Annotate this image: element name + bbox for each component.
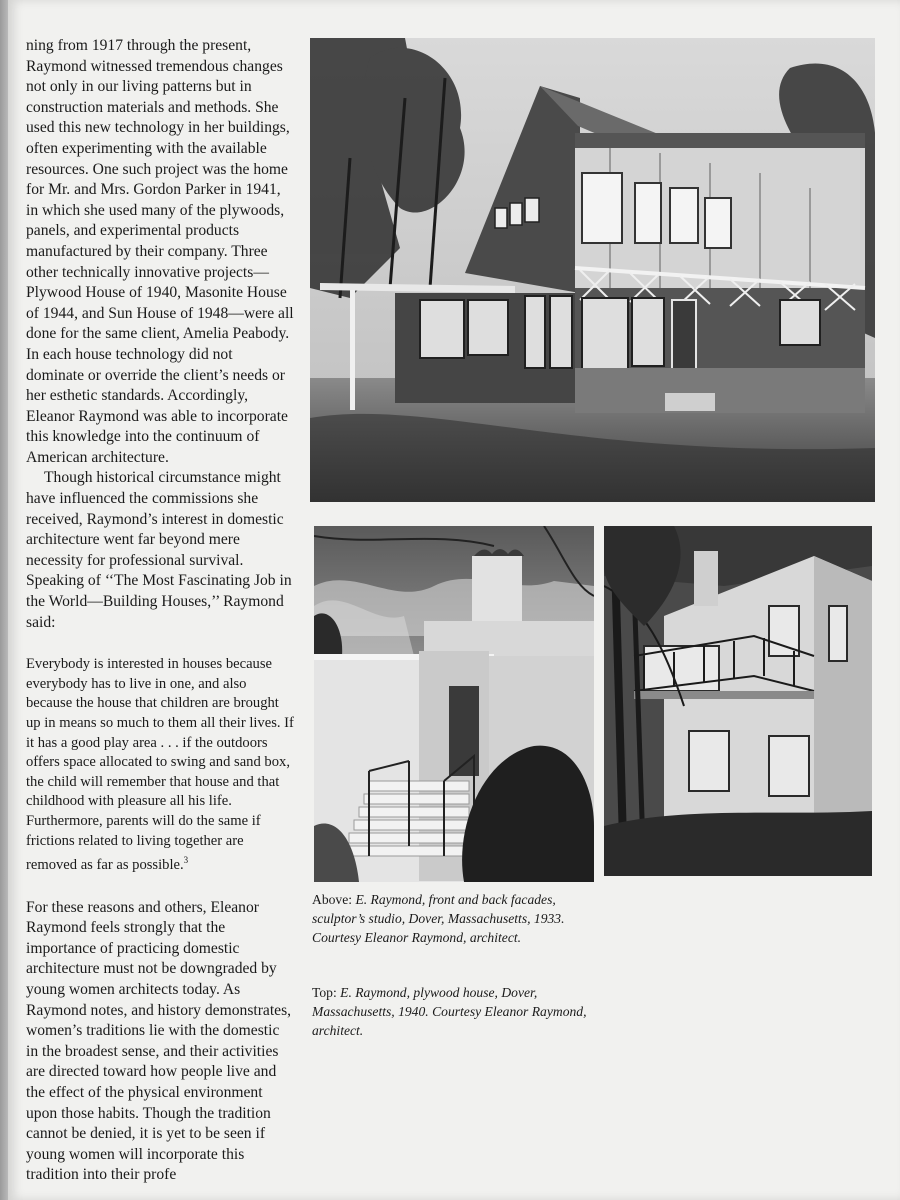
photo-studio-back <box>604 526 872 876</box>
caption-top-lead: Top: <box>312 985 337 1000</box>
caption-top <box>312 983 612 1040</box>
caption-above <box>312 890 612 947</box>
paragraph-1: ning from 1917 through the present, Raymond witnessed tremendous changes not only in our living patterns but in construction materials and methods. She used this new technology in her buildings, often experimenting with the available resources. One such project was the home for Mr. and Mrs. Gordon Parker in 1941, in which she used many of the plywoods, panels, and experimental products manufactured by their company. Three other technically innovative projects—Plywood House of 1940, Masonite House of 1944, and Sun House of 1948—were all done for the same client, Amelia Peabody. In each house technology did not dominate or override the client’s needs or her esthetic standards. Accordingly, Eleanor Raymond was able to incorporate this knowledge into the continuum of American architecture. <box>26 37 294 466</box>
photo-plywood-house <box>310 38 875 502</box>
text-column <box>26 36 294 1186</box>
paragraph-2: Though historical circumstance might have influenced the commissions she received, Raymond’s interest in domestic architecture went far beyond mere necessity for professional survival. Speaking of ‘‘The Most Fascinating Job in the World—Building Houses,’’ Raymond said: <box>26 469 292 631</box>
paragraph-3: For these reasons and others, Eleanor Raymond feels strongly that the importance of practicing domestic architecture must not be downgraded by young women architects today. As Raymond notes, and history demonstrates, women’s traditions lie with the domestic in the broadest sense, and their activities are directed toward how people live and the effect of the physical environment upon those habits. Though the tradition cannot be denied, it is yet to be seen if young women will incorporate this tradition into their profe <box>26 898 292 1184</box>
photo-studio-front <box>314 526 594 882</box>
footnote-mark: 3 <box>183 855 189 866</box>
book-page <box>8 0 900 1200</box>
block-quote <box>26 655 294 875</box>
caption-above-text: E. Raymond, front and back facades, sculptor’s studio, Dover, Massachusetts, 1933. Courtesy Eleanor Raymond, architect. <box>312 892 565 945</box>
caption-top-text: E. Raymond, plywood house, Dover, Massachusetts, 1940. Courtesy Eleanor Raymond, architect. <box>312 985 587 1038</box>
caption-above-lead: Above: <box>312 892 353 907</box>
quote-text: Everybody is interested in houses because everybody has to live in one, and also because the house that children are brought up in means so much to them all their lives. If it has a good play area . . . if the outdoors offers space allocated to swing and sand box, the child will remember that house and that childhood with pleasure all his life. Furthermore, parents will do the same if frictions related to living together are removed as far as possible. <box>26 656 294 874</box>
